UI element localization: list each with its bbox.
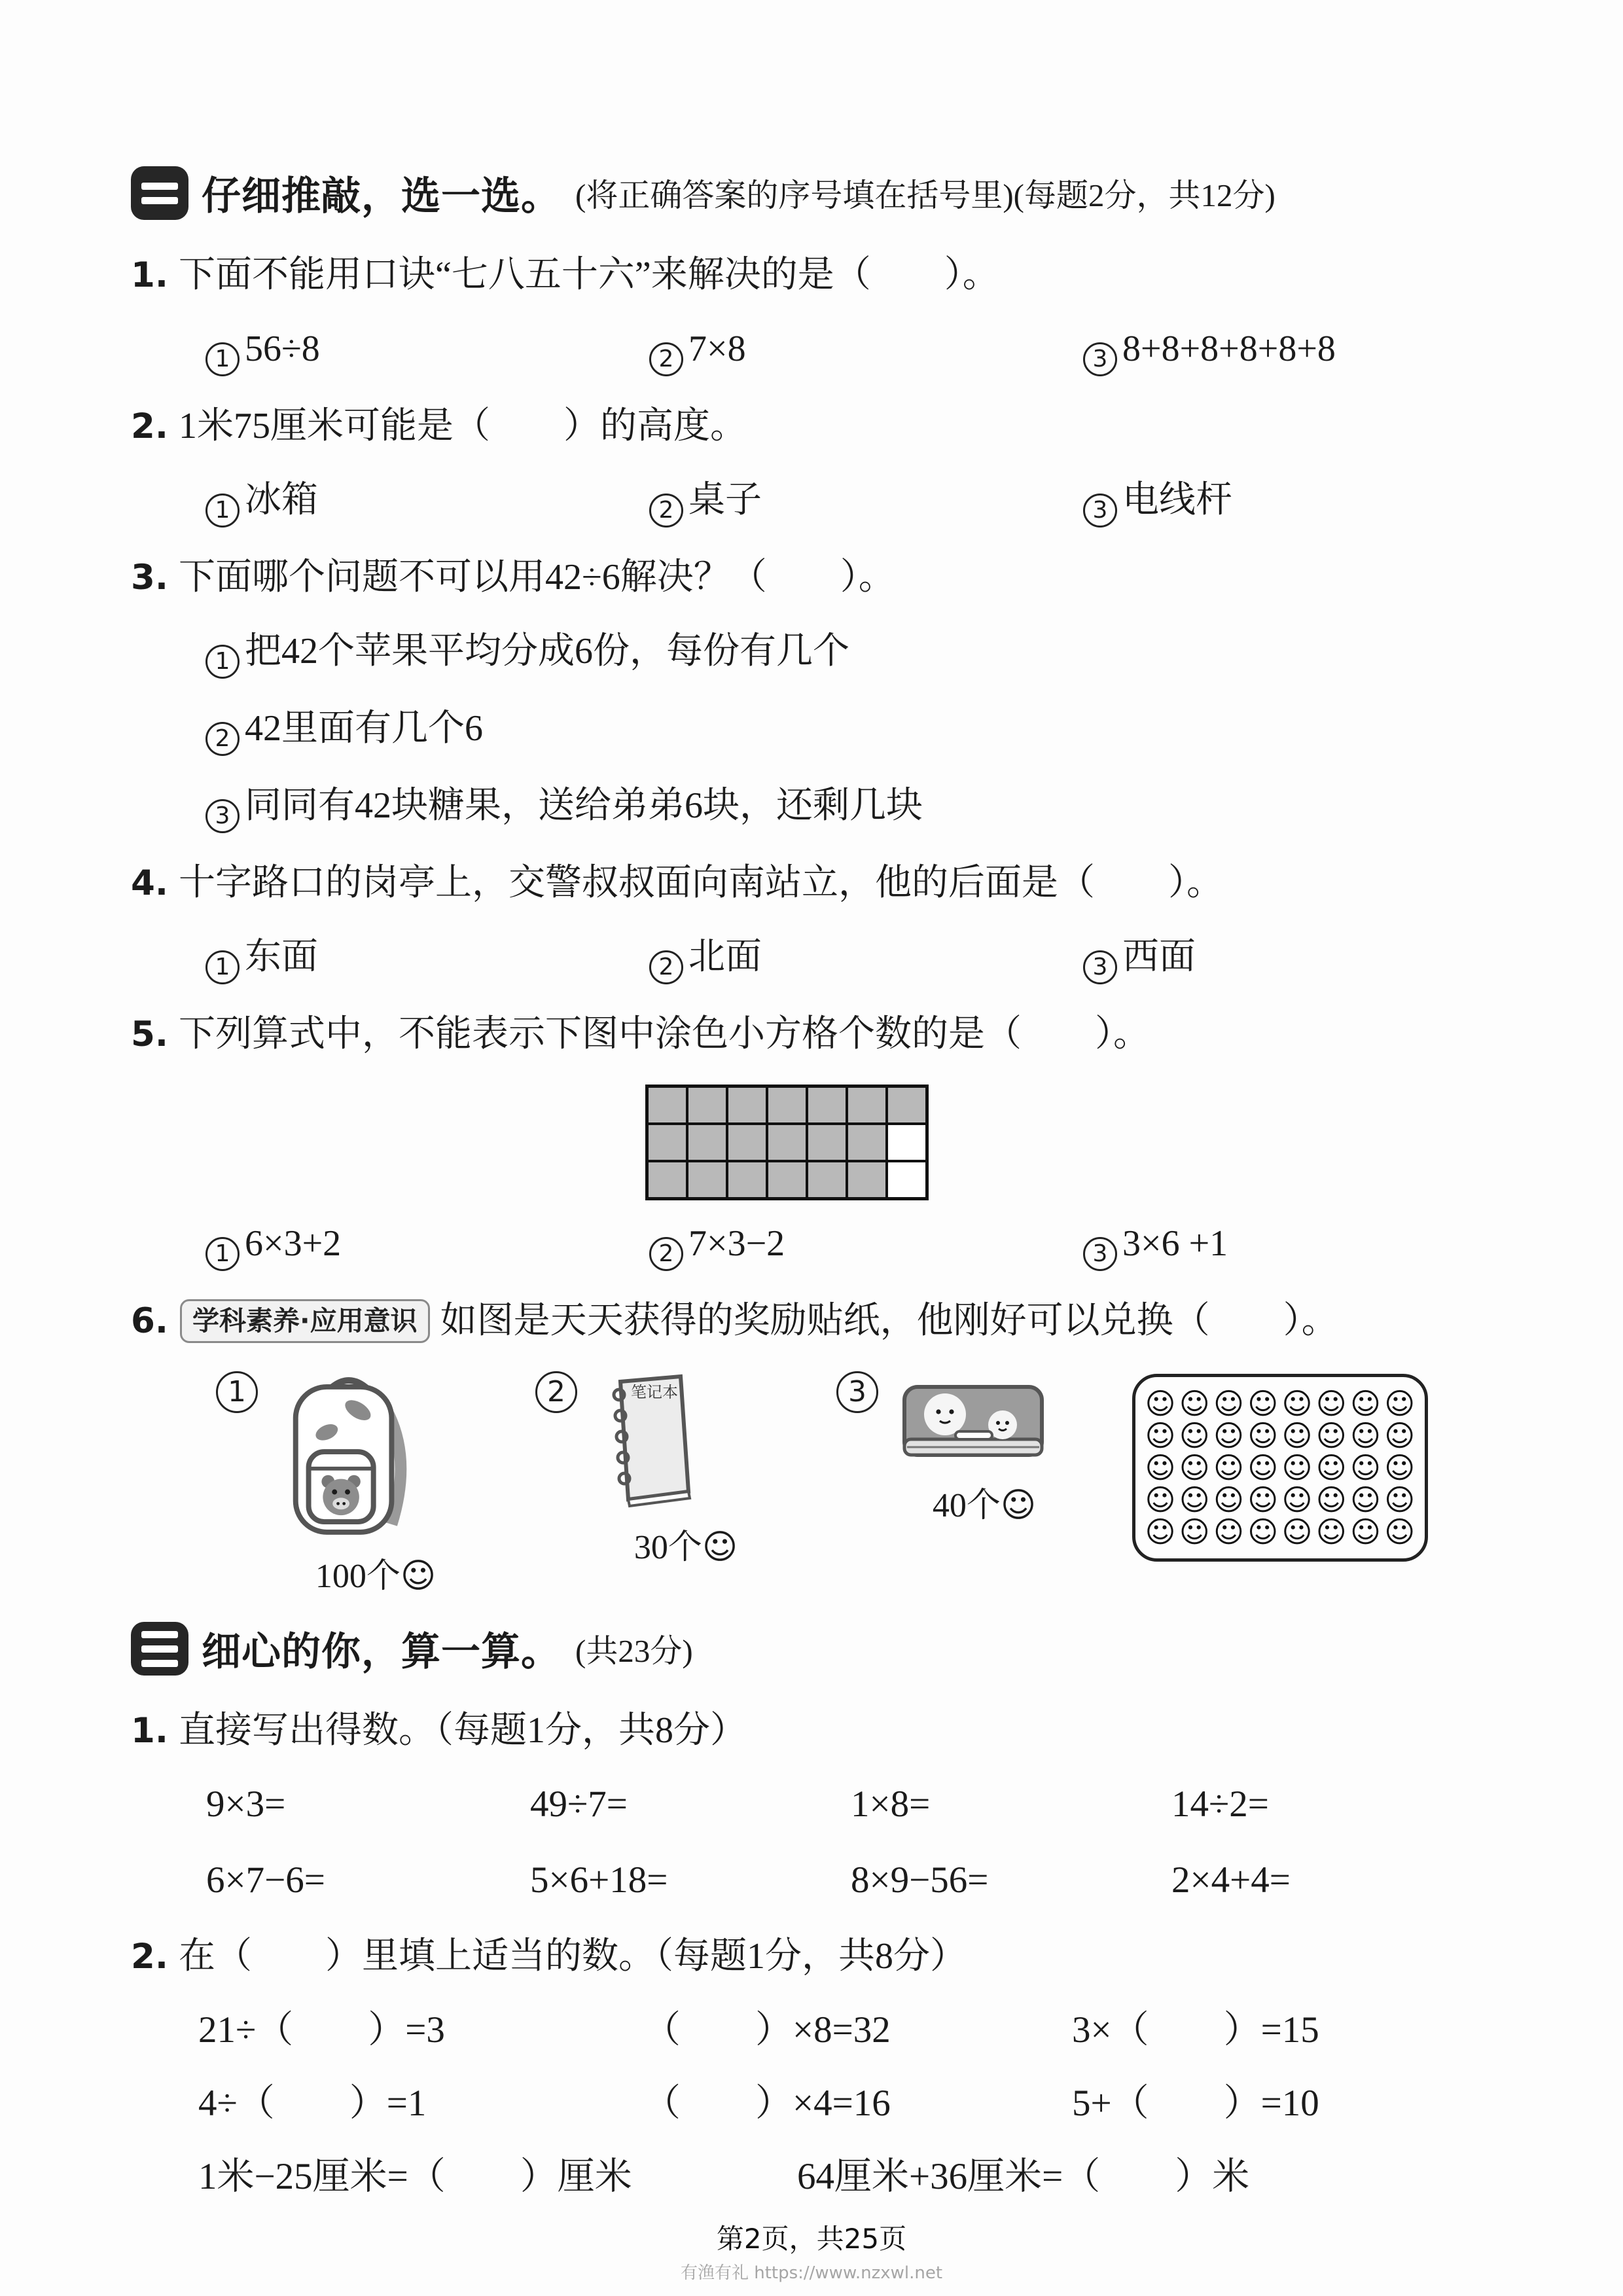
circled-number-icon: 3 (1083, 493, 1117, 528)
fill-blank-expression: 4÷（ ）=1 (198, 2083, 427, 2124)
grid-cell-shaded (847, 1124, 887, 1161)
grid-cell-shaded (807, 1161, 847, 1198)
question-3-option-3 (205, 782, 1505, 833)
grid-cell-shaded (767, 1086, 807, 1124)
grid-cell-unshaded (887, 1161, 927, 1198)
question-3 (131, 554, 1505, 601)
grid-cell-shaded (687, 1124, 727, 1161)
smiley-icon: ☺ (1000, 1486, 1037, 1525)
smiley-sticker: ☺ (1213, 1450, 1245, 1485)
question-number: 1. (131, 1711, 169, 1751)
price-count: 30个 (633, 1529, 702, 1566)
section1-title: 仔细推敲，选一选。 (202, 173, 561, 219)
option (649, 325, 1083, 376)
smiley-sticker: ☺ (1213, 1515, 1245, 1549)
option-text: 7×3−2 (688, 1223, 785, 1264)
question-3-option-1 (205, 628, 1505, 679)
question-6-rewards (216, 1371, 1505, 1597)
question-5 (131, 1011, 1505, 1058)
smiley-sticker: ☺ (1315, 1482, 1347, 1517)
fill-row-1 (198, 2007, 1505, 2054)
math-expression: 1×8= (851, 1784, 931, 1825)
option-text: 东面 (245, 937, 318, 977)
fill-blank-expression: 21÷（ ）=3 (198, 2009, 445, 2051)
reward-option-pencil-case (836, 1371, 1132, 1526)
question-6 (131, 1297, 1505, 1345)
circled-number-icon: 1 (205, 645, 240, 679)
question-number: 2. (131, 406, 169, 446)
smiley-sticker: ☺ (1315, 1418, 1347, 1453)
option-text: 电线杆 (1122, 480, 1232, 520)
smiley-sticker: ☺ (1281, 1450, 1313, 1485)
grid-cell-shaded (727, 1086, 767, 1124)
smiley-sticker: ☺ (1145, 1450, 1176, 1485)
fill-blank-expression: 5+（ ）=10 (1072, 2083, 1319, 2124)
smiley-sticker: ☺ (1315, 1450, 1347, 1485)
fill-blank-expression: 3×（ ）=15 (1072, 2009, 1319, 2051)
smiley-sticker: ☺ (1350, 1386, 1382, 1421)
circled-number-icon: 3 (1083, 1237, 1117, 1271)
grid-cell-shaded (807, 1086, 847, 1124)
smiley-sticker: ☺ (1179, 1515, 1210, 1549)
circled-number-icon: 2 (649, 342, 683, 376)
math-expression: 2×4+4= (1171, 1859, 1291, 1901)
reward-option-backpack (216, 1371, 535, 1597)
option-text: 把42个苹果平均分成6份，每份有几个 (245, 631, 849, 672)
option (205, 325, 649, 376)
smiley-sticker: ☺ (1179, 1482, 1210, 1517)
grid-cell-shaded (687, 1086, 727, 1124)
math-expression: 9×3= (206, 1784, 286, 1825)
smiley-sticker: ☺ (1281, 1386, 1313, 1421)
circled-number-icon: 1 (205, 950, 240, 984)
question-text: 在（ ）里填上适当的数。（每题1分，共8分） (179, 1936, 967, 1977)
circled-number-icon: 1 (205, 493, 240, 528)
price-count: 100个 (315, 1558, 401, 1595)
icon-bar (141, 1631, 178, 1638)
question-number: 6. (131, 1301, 169, 1341)
backpack-image (277, 1371, 420, 1540)
grid-cell-shaded (807, 1124, 847, 1161)
smiley-sticker: ☺ (1384, 1386, 1416, 1421)
smiley-sticker: ☺ (1179, 1450, 1210, 1485)
reward-price-label (216, 1548, 535, 1597)
question-number: 3. (131, 558, 169, 598)
option-text: 7×8 (688, 329, 746, 369)
notebook-image (597, 1371, 695, 1511)
question-text: 下列算式中，不能表示下图中涂色小方格个数的是（ ）。 (179, 1014, 1150, 1054)
sticker-sheet (1132, 1374, 1428, 1562)
smiley-sticker: ☺ (1315, 1515, 1347, 1549)
option (205, 933, 649, 984)
question-text: 如图是天天获得的奖励贴纸，他刚好可以兑换（ ）。 (440, 1300, 1338, 1341)
section-two-icon (131, 166, 188, 220)
grid-cell-shaded (647, 1086, 687, 1124)
circled-number-icon: 1 (216, 1371, 258, 1413)
option-text: 冰箱 (245, 480, 318, 520)
section2-question-2 (131, 1933, 1505, 1981)
math-expression: 6×7−6= (206, 1859, 325, 1901)
option-text: 8+8+8+8+8+8 (1122, 329, 1336, 369)
grid-cell-shaded (687, 1161, 727, 1198)
option (1083, 1220, 1505, 1271)
question-text: 下面不能用口诀“七八五十六”来解决的是（ ）。 (179, 255, 999, 295)
reward-option-notebook (535, 1371, 836, 1568)
smiley-sticker: ☺ (1281, 1515, 1313, 1549)
smiley-sticker: ☺ (1315, 1386, 1347, 1421)
option-text: 42里面有几个6 (245, 708, 483, 749)
section-three-icon (131, 1622, 188, 1676)
grid-cell-shaded (647, 1161, 687, 1198)
question-number: 4. (131, 863, 169, 903)
question-number: 1. (131, 255, 169, 295)
smiley-sticker: ☺ (1179, 1386, 1210, 1421)
smiley-sticker: ☺ (1350, 1450, 1382, 1485)
smiley-sticker: ☺ (1281, 1418, 1313, 1453)
option (1083, 325, 1505, 376)
option (205, 1220, 649, 1271)
circled-number-icon: 2 (649, 493, 683, 528)
smiley-sticker: ☺ (1145, 1482, 1176, 1517)
circled-number-icon: 2 (205, 722, 240, 756)
watermark-text: 有渔有礼 https://www.nzxwl.net (680, 2263, 943, 2283)
smiley-sticker: ☺ (1384, 1418, 1416, 1453)
question-text: 直接写出得数。（每题1分，共8分） (179, 1710, 747, 1751)
math-expression: 8×9−56= (851, 1859, 989, 1901)
fill-blank-expression: （ ）×8=32 (643, 2009, 891, 2051)
circled-number-icon: 2 (649, 1237, 683, 1271)
price-count: 40个 (932, 1487, 1001, 1524)
smiley-sticker: ☺ (1213, 1418, 1245, 1453)
circled-number-icon: 1 (205, 1237, 240, 1271)
grid-cell-unshaded (887, 1124, 927, 1161)
circled-number-icon: 3 (1083, 342, 1117, 376)
question-number: 2. (131, 1937, 169, 1977)
smiley-sticker: ☺ (1281, 1482, 1313, 1517)
smiley-sticker: ☺ (1247, 1482, 1279, 1517)
question-2 (131, 403, 1505, 450)
icon-bar (141, 1645, 178, 1653)
calc-row-1 (206, 1781, 1505, 1828)
option (1083, 933, 1505, 984)
grid-cell-shaded (767, 1124, 807, 1161)
smiley-sticker: ☺ (1247, 1418, 1279, 1453)
circled-number-icon: 2 (535, 1371, 577, 1413)
smiley-sticker: ☺ (1247, 1386, 1279, 1421)
smiley-sticker: ☺ (1145, 1418, 1176, 1453)
circled-number-icon: 3 (205, 799, 240, 833)
fill-blank-expression: （ ）×4=16 (643, 2083, 891, 2124)
smiley-sticker: ☺ (1145, 1386, 1176, 1421)
reward-price-label (535, 1519, 836, 1568)
grid-cell-shaded (727, 1124, 767, 1161)
question-1-options (205, 325, 1505, 376)
question-text: 1米75厘米可能是（ ）的高度。 (179, 406, 747, 446)
notebook-cover-text: 笔记本 (631, 1384, 678, 1401)
smiley-sticker: ☺ (1350, 1515, 1382, 1549)
option-text: 同同有42块糖果，送给弟弟6块，还剩几块 (245, 785, 923, 826)
reward-price-label (836, 1477, 1132, 1526)
smiley-sticker: ☺ (1350, 1418, 1382, 1453)
icon-bar (141, 183, 178, 190)
section2-title: 细心的你，算一算。 (202, 1629, 561, 1675)
circled-number-icon: 3 (836, 1371, 878, 1413)
smiley-icon: ☺ (400, 1556, 437, 1596)
circled-number-icon: 3 (1083, 950, 1117, 984)
pencil-case-image (898, 1371, 1048, 1469)
grid-cell-shaded (767, 1161, 807, 1198)
smiley-icon: ☺ (702, 1528, 738, 1567)
section2-header (131, 1621, 1505, 1677)
question-text: 十字路口的岗亭上，交警叔叔面向南站立，他的后面是（ ）。 (179, 863, 1224, 903)
smiley-sticker: ☺ (1179, 1418, 1210, 1453)
option (649, 933, 1083, 984)
smiley-sticker: ☺ (1350, 1482, 1382, 1517)
grid-cell-shaded (727, 1161, 767, 1198)
math-expression: 5×6+18= (530, 1859, 668, 1901)
question-2-options (205, 476, 1505, 528)
section1-header (131, 165, 1505, 221)
grid-cell-shaded (887, 1086, 927, 1124)
fill-row-3 (198, 2153, 1505, 2200)
circled-number-icon: 2 (649, 950, 683, 984)
smiley-sticker: ☺ (1384, 1482, 1416, 1517)
smiley-sticker: ☺ (1384, 1515, 1416, 1549)
smiley-sticker: ☺ (1213, 1386, 1245, 1421)
smiley-sticker: ☺ (1145, 1515, 1176, 1549)
question-3-option-2 (205, 705, 1505, 756)
section2-subtitle: (共23分) (575, 1633, 693, 1669)
grid-cell-shaded (647, 1124, 687, 1161)
option-text: 3×6 +1 (1122, 1223, 1228, 1264)
smiley-sticker: ☺ (1247, 1515, 1279, 1549)
page-number: 第2页，共25页 (716, 2223, 907, 2255)
option-text: 西面 (1122, 937, 1196, 977)
grid-cell-shaded (847, 1086, 887, 1124)
circled-number-icon: 1 (205, 342, 240, 376)
shaded-grid (645, 1085, 929, 1200)
fill-blank-expression: 1米−25厘米=（ ）厘米 (198, 2156, 632, 2197)
option-text: 北面 (688, 937, 762, 977)
smiley-sticker: ☺ (1384, 1450, 1416, 1485)
question-5-options (205, 1220, 1505, 1271)
competency-badge: 学科素养·应用意识 (180, 1299, 430, 1343)
option (205, 476, 649, 528)
option-text: 6×3+2 (245, 1223, 342, 1264)
icon-bar (141, 1660, 178, 1667)
option (649, 1220, 1083, 1271)
section2-question-1 (131, 1707, 1505, 1755)
grid-cell-shaded (847, 1161, 887, 1198)
question-number: 5. (131, 1014, 169, 1054)
smiley-sticker: ☺ (1247, 1450, 1279, 1485)
section1-subtitle: (将正确答案的序号填在括号里)(每题2分，共12分) (575, 177, 1275, 213)
option (1083, 476, 1505, 528)
calc-row-2 (206, 1857, 1505, 1904)
option-text: 桌子 (688, 480, 762, 520)
math-expression: 49÷7= (530, 1784, 628, 1825)
fill-blank-expression: 64厘米+36厘米=（ ）米 (797, 2156, 1250, 2197)
question-4 (131, 859, 1505, 907)
option-text: 56÷8 (245, 329, 320, 369)
question-4-options (205, 933, 1505, 984)
question-text: 下面哪个问题不可以用42÷6解决？（ ）。 (179, 557, 895, 598)
math-expression: 14÷2= (1171, 1784, 1269, 1825)
question-1 (131, 251, 1505, 299)
option (649, 476, 1083, 528)
fill-row-2 (198, 2080, 1505, 2127)
smiley-sticker: ☺ (1213, 1482, 1245, 1517)
icon-bar (141, 197, 178, 204)
